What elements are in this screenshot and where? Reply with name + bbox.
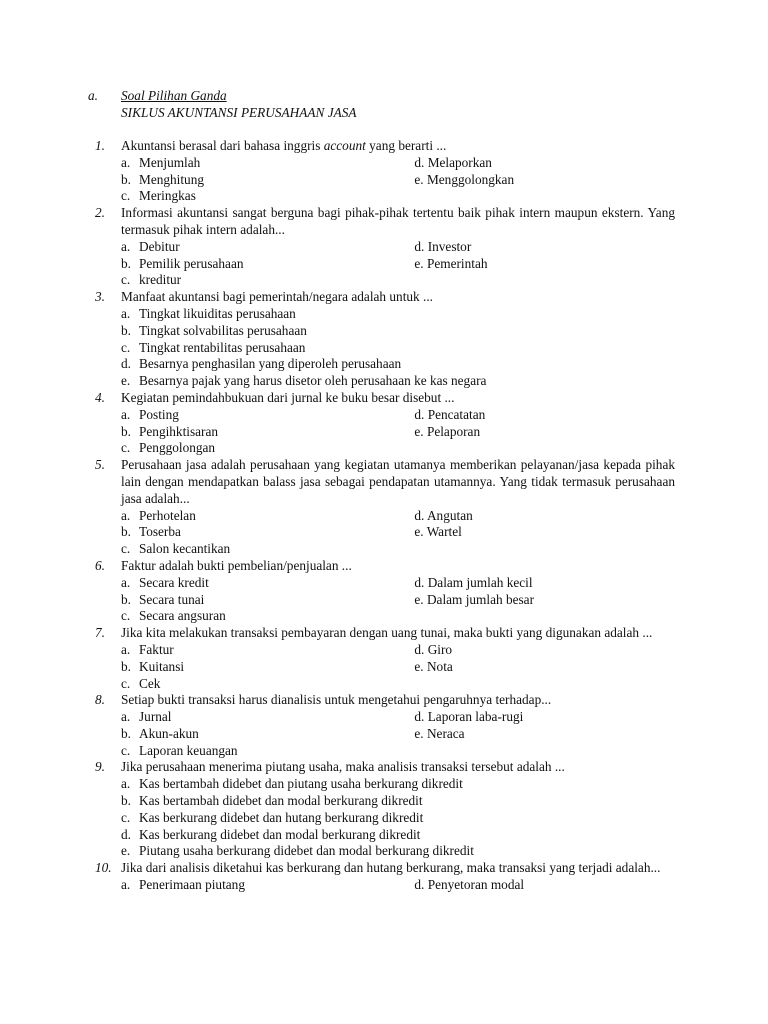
question-list: [95, 138, 675, 894]
option-d: d. Angutan: [414, 507, 473, 523]
option-a: a. Posting: [121, 406, 179, 422]
option-e: e. Pemerintah: [414, 255, 488, 271]
question-number: 2.: [95, 205, 105, 221]
question-4: [95, 390, 675, 457]
option-d: d. Pencatatan: [414, 406, 486, 422]
option-b: b. Menghitung: [121, 171, 205, 187]
option-a: a. Perhotelan: [121, 507, 196, 523]
question-7: [95, 625, 675, 692]
option-a: a. Penerimaan piutang: [121, 877, 245, 893]
option-b: b. Secara tunai: [121, 591, 205, 607]
option-a: a. Tingkat likuiditas perusahaan: [121, 305, 296, 321]
option-e: e. Nota: [414, 658, 453, 674]
question-number: 10.: [95, 860, 112, 876]
option-c: c. Tingkat rentabilitas perusahaan: [121, 339, 306, 355]
option-c: c. kreditur: [121, 272, 182, 288]
option-e: e. Piutang usaha berkurang didebet dan modal berkurang dikredit: [121, 843, 474, 859]
option-b: b. Pemilik perusahaan: [121, 255, 244, 271]
option-e: e. Dalam jumlah besar: [414, 591, 535, 607]
option-b: b. Pengihktisaran: [121, 423, 219, 439]
question-number: 3.: [95, 289, 105, 305]
question-text: Informasi akuntansi sangat berguna bagi pihak-pihak tertentu baik pihak intern maupun ekstern. Yang termasuk pihak intern adalah...: [121, 205, 675, 237]
question-number: 4.: [95, 389, 105, 405]
question-number: 8.: [95, 692, 105, 708]
option-d: d. Besarnya penghasilan yang diperoleh perusahaan: [121, 356, 402, 372]
option-c: c. Laporan keuangan: [121, 742, 238, 758]
section-marker: a.: [88, 88, 98, 103]
question-number: 1.: [95, 138, 105, 153]
option-e: e. Neraca: [414, 725, 465, 741]
question-5: [95, 457, 675, 558]
option-b: b. Tingkat solvabilitas perusahaan: [121, 322, 307, 338]
question-number: 9.: [95, 759, 105, 775]
question-text: Jika perusahaan menerima piutang usaha, maka analisis transaksi tersebut adalah ...: [121, 759, 565, 775]
question-number: 5.: [95, 457, 105, 473]
question-2: [95, 205, 675, 289]
option-c: c. Meringkas: [121, 188, 196, 204]
option-a: a. Menjumlah: [121, 154, 201, 170]
option-a: a. Debitur: [121, 238, 180, 254]
question-1: [95, 138, 675, 205]
question-text: Faktur adalah bukti pembelian/penjualan ...: [121, 557, 352, 573]
option-c: c. Penggolongan: [121, 440, 216, 456]
option-a: a. Jurnal: [121, 709, 172, 725]
question-text: Manfaat akuntansi bagi pemerintah/negara adalah untuk ...: [121, 289, 433, 305]
question-10: [95, 860, 675, 894]
option-a: a. Secara kredit: [121, 574, 209, 590]
option-a: a. Faktur: [121, 641, 174, 657]
option-c: c. Secara angsuran: [121, 608, 226, 624]
option-d: d. Penyetoran modal: [414, 877, 525, 893]
question-9: [95, 759, 675, 860]
option-d: d. Dalam jumlah kecil: [414, 574, 533, 590]
question-8: [95, 692, 675, 759]
question-text: Perusahaan jasa adalah perusahaan yang kegiatan utamanya memberikan pelayanan/jasa kepada pihak lain dengan mendapatkan balass jasa sebagai pendapatan utamannya. Yang tidak termasuk perusahaan jasa adalah...: [121, 457, 675, 506]
option-d: d. Investor: [414, 238, 472, 254]
section-title: Soal Pilihan Ganda: [121, 88, 227, 103]
option-b: b. Kuitansi: [121, 658, 185, 674]
question-number: 7.: [95, 625, 105, 641]
question-number: 6.: [95, 557, 105, 573]
option-e: e. Besarnya pajak yang harus disetor oleh perusahaan ke kas negara: [121, 373, 487, 389]
question-3: [95, 289, 675, 390]
option-b: b. Akun-akun: [121, 725, 199, 741]
question-text: Jika dari analisis diketahui kas berkurang dan hutang berkurang, maka transaksi yang terjadi adalah...: [121, 860, 661, 876]
question-text: Kegiatan pemindahbukuan dari jurnal ke buku besar disebut ...: [121, 389, 455, 405]
option-a: a. Kas bertambah didebet dan piutang usaha berkurang dikredit: [121, 776, 463, 792]
option-c: c. Kas berkurang didebet dan hutang berkurang dikredit: [121, 809, 424, 825]
question-text: Akuntansi berasal dari bahasa inggris account yang berarti ...: [121, 138, 447, 153]
option-d: d. Giro: [414, 641, 453, 657]
question-text: Jika kita melakukan transaksi pembayaran dengan uang tunai, maka bukti yang digunakan adalah ...: [121, 625, 653, 641]
option-e: e. Pelaporan: [414, 423, 481, 439]
option-b: b. Toserba: [121, 524, 181, 540]
option-c: c. Salon kecantikan: [121, 541, 231, 557]
question-text: Setiap bukti transaksi harus dianalisis untuk mengetahui pengaruhnya terhadap...: [121, 692, 552, 708]
option-e: e. Menggolongkan: [414, 171, 515, 187]
option-e: e. Wartel: [414, 524, 462, 540]
option-d: d. Melaporkan: [414, 154, 492, 170]
option-b: b. Kas bertambah didebet dan modal berkurang dikredit: [121, 793, 423, 809]
section-subtitle: SIKLUS AKUNTANSI PERUSAHAAN JASA: [121, 105, 357, 120]
option-d: d. Kas berkurang didebet dan modal berkurang dikredit: [121, 826, 421, 842]
option-d: d. Laporan laba-rugi: [414, 709, 524, 725]
question-6: [95, 558, 675, 625]
option-c: c. Cek: [121, 675, 161, 691]
